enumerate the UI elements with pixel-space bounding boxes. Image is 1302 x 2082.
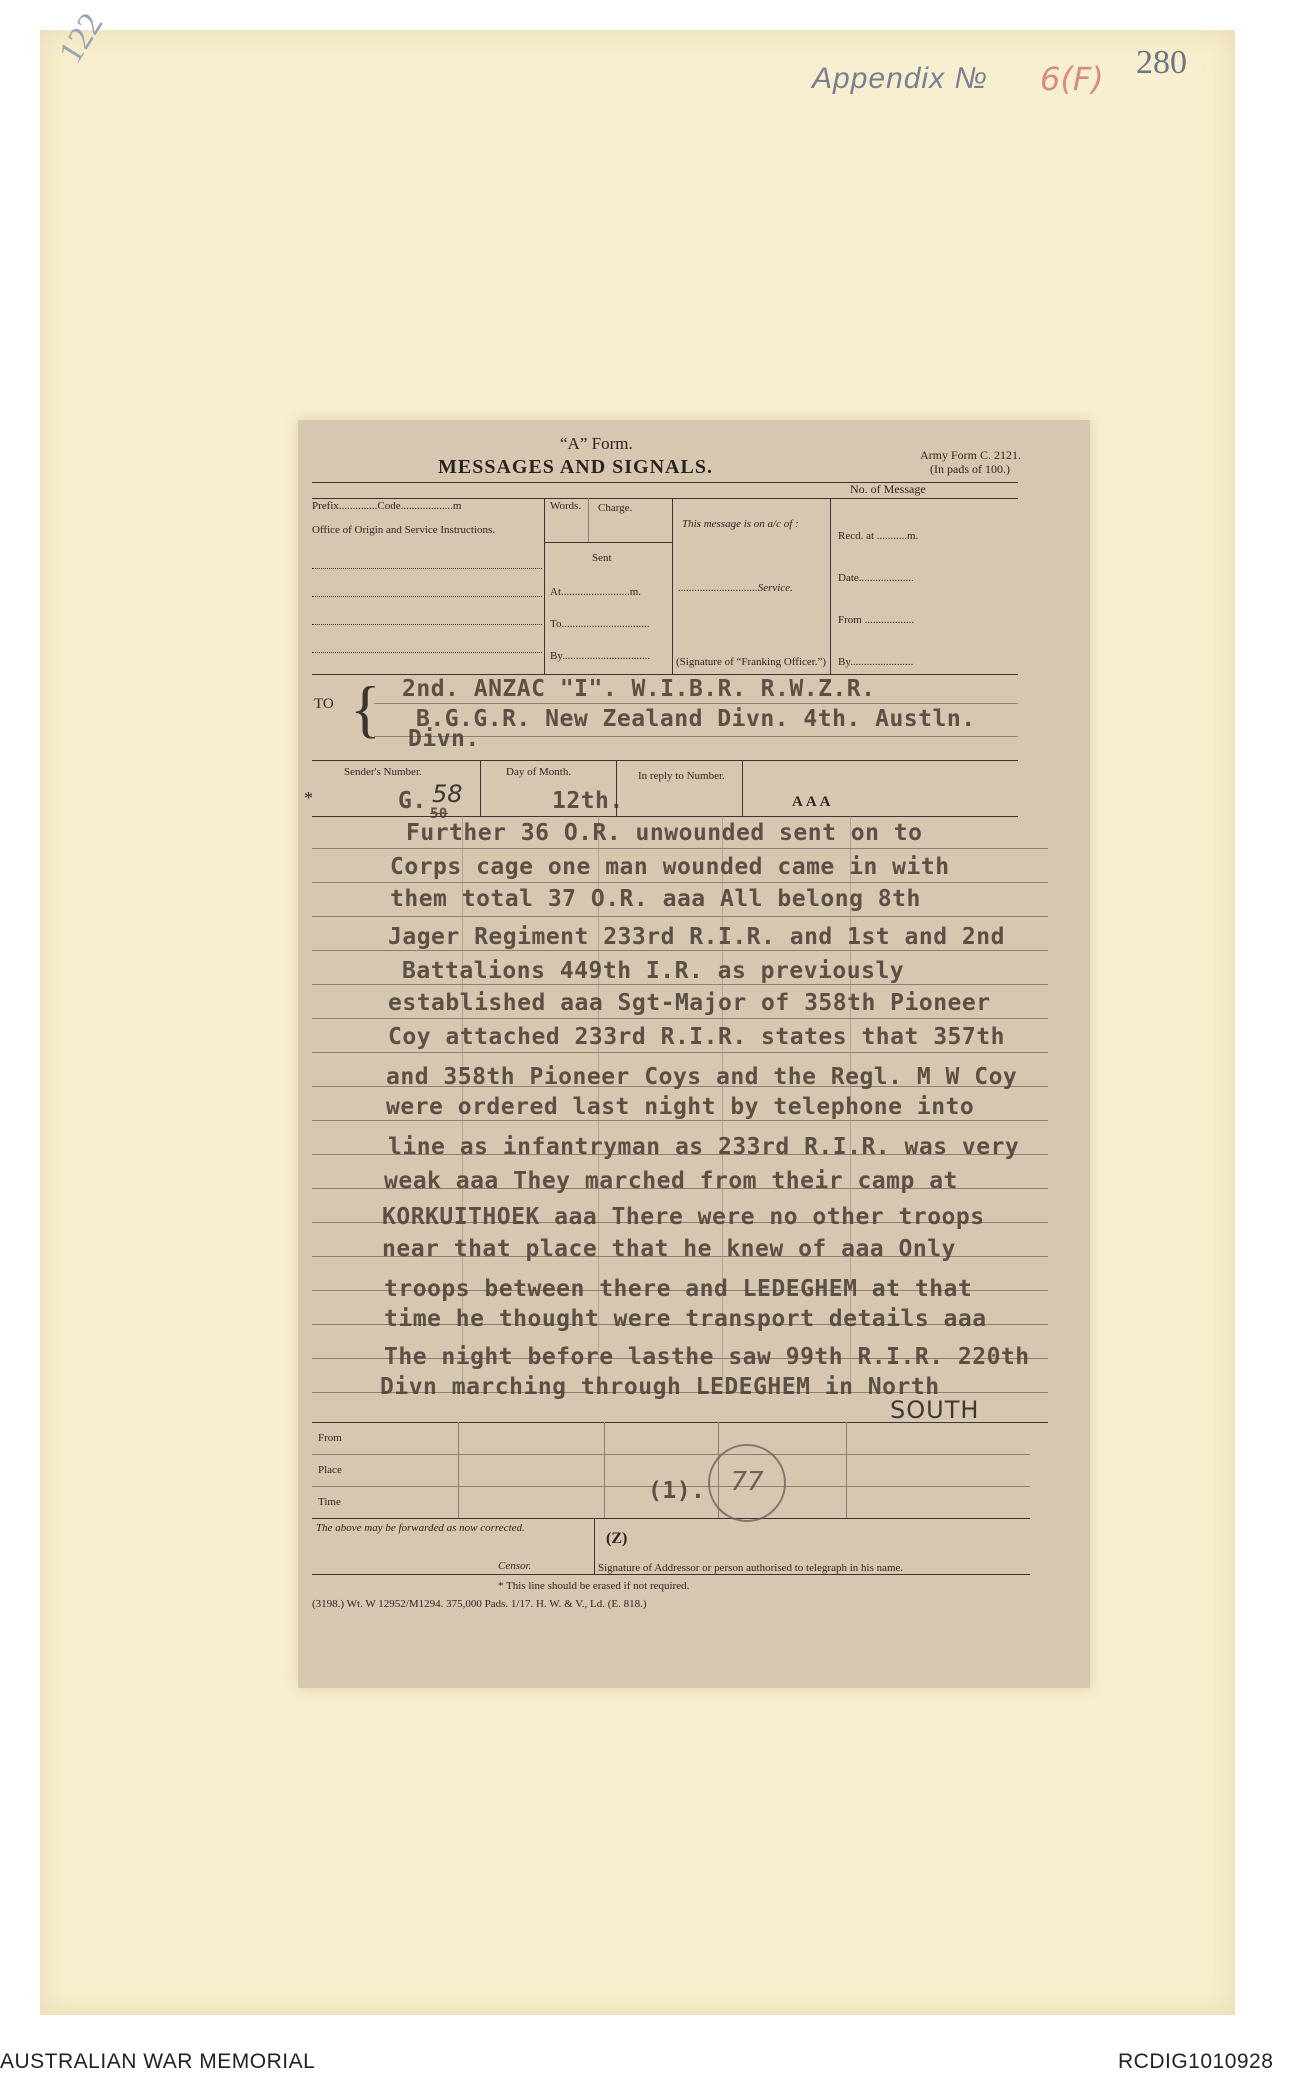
received-at-label: Recd. at ...........m. [838, 530, 919, 542]
message-line-17: Divn marching through LEDEGHEM in North [380, 1374, 940, 1400]
rule-top [312, 482, 1018, 483]
body-rule-line [312, 1018, 1048, 1019]
to-line-3: Divn. [408, 726, 480, 752]
time-label: Time [318, 1496, 341, 1508]
to-brace: { [350, 673, 381, 744]
message-number-label: No. of Message [850, 482, 926, 496]
message-line-9: were ordered last night by telephone into [386, 1094, 975, 1120]
message-line-8: and 358th Pioneer Coys and the Regl. M W Coy [386, 1064, 1018, 1090]
message-line-4: Jager Regiment 233rd R.I.R. and 1st and 2nd [388, 924, 1005, 950]
by-right-label: By....................... [838, 656, 914, 668]
in-reply-label: In reply to Number. [638, 770, 725, 782]
circled-number: 77 [708, 1444, 786, 1522]
on-account-of-label: This message is on a/c of : [682, 518, 799, 530]
rule-top-2 [312, 498, 1018, 499]
body-rule-line [312, 882, 1048, 883]
a-form-label: “A” Form. [560, 434, 633, 453]
date-label: Date.................... [838, 572, 914, 584]
corner-number: 122 [52, 6, 111, 70]
pads-note: (In pads of 100.) [930, 462, 1010, 476]
rule-from-block [312, 1422, 1048, 1423]
message-line-13: near that place that he knew of aaa Only [382, 1236, 956, 1262]
to-line-2: B.G.G.R. New Zealand Divn. 4th. Austln. [416, 706, 976, 732]
senders-number-label: Sender's Number. [344, 766, 422, 778]
origin-line-3 [312, 624, 542, 625]
senders-number-struck: 50 [430, 806, 448, 822]
message-line-2: Corps cage one man wounded came in with [390, 854, 950, 880]
appendix-stamp: Appendix № [812, 62, 988, 95]
print-info: (3198.) Wt. W 12952/M1294. 375,000 Pads. 1/17. H. W. & V., Ld. (E. 818.) [312, 1598, 647, 1610]
sent-at-label: At.........................m. [550, 586, 642, 598]
folio-number: 280 [1136, 44, 1187, 81]
divider-words [588, 498, 589, 542]
body-rule-line [312, 848, 1048, 849]
origin-line-1 [312, 568, 542, 569]
origin-line-2 [312, 596, 542, 597]
rule-body [312, 816, 1018, 817]
to-label: TO [314, 696, 334, 712]
from-col-2 [604, 1422, 605, 1518]
aaa-label: AAA [792, 794, 834, 810]
message-line-12: KORKUITHOEK aaa There were no other troops [382, 1204, 985, 1230]
service-label: .............................Service. [678, 582, 793, 594]
page-mark: (1). [648, 1478, 706, 1504]
message-line-15: time he thought were transport details aaa [384, 1306, 987, 1332]
message-line-1: Further 36 O.R. unwounded sent on to [406, 820, 923, 846]
rule-sender [312, 760, 1018, 761]
from-col-4 [846, 1422, 847, 1518]
appendix-number: 6(F) [1040, 60, 1104, 98]
origin-line-4 [312, 652, 542, 653]
message-line-6: established aaa Sgt-Major of 358th Pioneer [388, 990, 991, 1016]
divider-day [480, 760, 481, 816]
message-line-3: them total 37 O.R. aaa All belong 8th [390, 886, 921, 912]
senders-number-handwritten: 58 [432, 780, 463, 808]
to-line-1: 2nd. ANZAC "I". W.I.B.R. R.W.Z.R. [402, 676, 876, 702]
divider-reply [616, 760, 617, 816]
forwarded-note: The above may be forwarded as now corrected. [316, 1522, 525, 1534]
message-line-5: Battalions 449th I.R. as previously [402, 958, 905, 984]
z-mark: (Z) [606, 1530, 628, 1547]
message-form [298, 420, 1090, 1688]
message-line-10: line as infantryman as 233rd R.I.R. was very [388, 1134, 1020, 1160]
footer-right: RCDIG1010928 [1118, 2050, 1274, 2073]
divider-aaa [742, 760, 743, 816]
from-label: From [318, 1432, 342, 1444]
divider-censor [594, 1518, 595, 1574]
day-of-month-value: 12th. [552, 788, 624, 814]
form-title: MESSAGES AND SIGNALS. [438, 456, 713, 478]
sent-to-label: To................................ [550, 618, 650, 630]
words-label: Words. [550, 500, 582, 512]
message-line-7: Coy attached 233rd R.I.R. states that 357th [388, 1024, 1005, 1050]
from-col-1 [458, 1422, 459, 1518]
army-form-number: Army Form C. 2121. [920, 448, 1022, 462]
footer-left: AUSTRALIAN WAR MEMORIAL [0, 2050, 316, 2073]
rule-charge [544, 542, 672, 543]
divider-recd [830, 498, 831, 674]
rule-censor [312, 1574, 1030, 1575]
franking-signature-label: (Signature of “Franking Officer.”) [676, 656, 827, 668]
body-rule-line [312, 950, 1048, 951]
sent-label: Sent [592, 552, 612, 564]
from-rule [312, 1454, 1030, 1455]
place-label: Place [318, 1464, 342, 1476]
charge-label: Charge. [598, 502, 633, 514]
senders-number-typed: G. [398, 788, 427, 814]
asterisk-mark: * [304, 788, 313, 808]
sent-by-label: By................................ [550, 650, 651, 662]
body-rule-line [312, 1052, 1048, 1053]
from-right-label: From .................. [838, 614, 915, 626]
prefix-code-label: Prefix..............Code...................m [312, 500, 462, 512]
correction-south: SOUTH [890, 1396, 980, 1424]
erased-note: * This line should be erased if not required. [498, 1580, 690, 1592]
divider-sent [672, 498, 673, 674]
body-rule-line [312, 916, 1048, 917]
time-rule [312, 1518, 1030, 1519]
office-of-origin-label: Office of Origin and Service Instructions. [312, 524, 496, 536]
day-of-month-label: Day of Month. [506, 766, 572, 778]
divider-origin [544, 498, 545, 674]
body-rule-line [312, 1120, 1048, 1121]
censor-label: Censor. [498, 1560, 532, 1572]
body-rule-line [312, 984, 1048, 985]
message-line-16: The night before lasthe saw 99th R.I.R. 220th [384, 1344, 1030, 1370]
message-line-11: weak aaa They marched from their camp at [384, 1168, 958, 1194]
rule-above-to [312, 674, 1018, 675]
addressor-signature-label: Signature of Addressor or person authorised to telegraph in his name. [598, 1562, 904, 1574]
message-line-14: troops between there and LEDEGHEM at that [384, 1276, 973, 1302]
to-rule-1 [374, 703, 1018, 704]
